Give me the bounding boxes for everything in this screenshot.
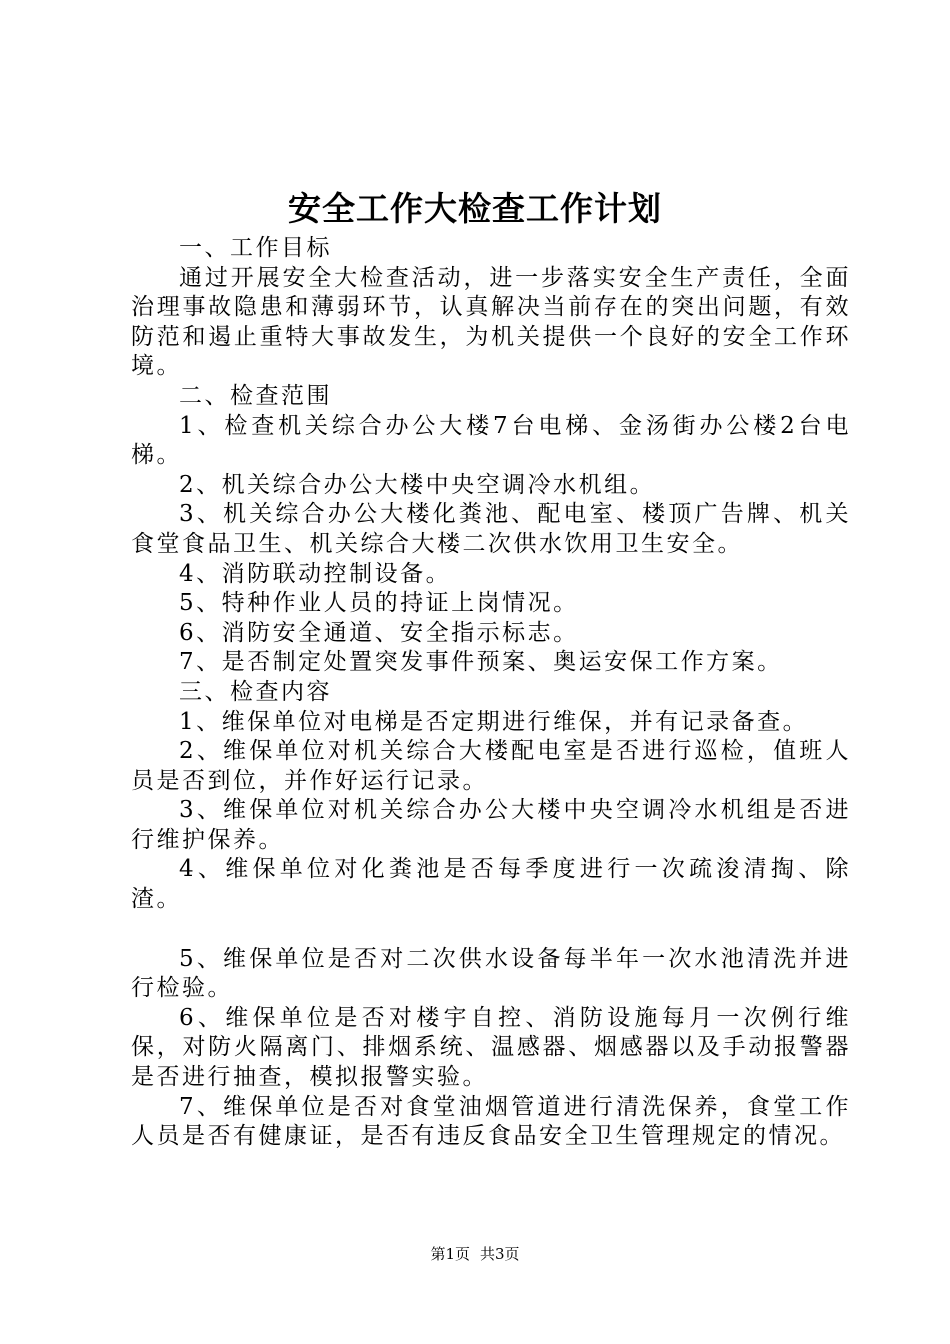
section-heading-scope: 二、检查范围 bbox=[179, 382, 332, 409]
list-item: 7、是否制定处置突发事件预案、奥运安保工作方案。 bbox=[179, 649, 783, 676]
section-heading-content: 三、检查内容 bbox=[179, 678, 332, 705]
document-body bbox=[131, 234, 851, 1152]
paragraph: 通过开展安全大检查活动，进一步落实安全生产责任，全面治理事故隐患和薄弱环节，认真解决当前存在的突出问题，有效防范和遏止重特大事故发生，为机关提供一个良好的安全工作环境。 bbox=[131, 264, 851, 380]
list-item: 2、机关综合办公大楼中央空调冷水机组。 bbox=[179, 471, 656, 498]
list-item: 3、机关综合办公大楼化粪池、配电室、楼顶广告牌、机关食堂食品卫生、机关综合大楼二次供水饮用卫生安全。 bbox=[131, 501, 851, 557]
list-item: 2、维保单位对机关综合大楼配电室是否进行巡检，值班人员是否到位，并作好运行记录。 bbox=[131, 738, 851, 794]
list-item: 1、维保单位对电梯是否定期进行维保，并有记录备查。 bbox=[179, 708, 809, 735]
list-item: 7、维保单位是否对食堂油烟管道进行清洗保养，食堂工作人员是否有健康证，是否有违反食品安全卫生管理规定的情况。 bbox=[131, 1093, 851, 1150]
section-heading-goal: 一、工作目标 bbox=[179, 235, 332, 261]
page-footer bbox=[0, 1244, 950, 1264]
page-number: 第1页 bbox=[430, 1245, 470, 1263]
list-item: 6、消防安全通道、安全指示标志。 bbox=[179, 619, 579, 646]
list-item: 4、维保单位对化粪池是否每季度进行一次疏浚清掏、除渣。 bbox=[131, 856, 851, 913]
list-item: 4、消防联动控制设备。 bbox=[179, 560, 452, 587]
list-item: 6、维保单位是否对楼宇自控、消防设施每月一次例行维保，对防火隔离门、排烟系统、温感器、烟感器以及手动报警器是否进行抽查，模拟报警实验。 bbox=[131, 1004, 851, 1091]
list-item: 3、维保单位对机关综合办公大楼中央空调冷水机组是否进行维护保养。 bbox=[131, 797, 851, 853]
list-item: 5、特种作业人员的持证上岗情况。 bbox=[179, 590, 579, 617]
document-title: 安全工作大检查工作计划 bbox=[288, 189, 662, 228]
list-item: 1、检查机关综合办公大楼7台电梯、金汤街办公楼2台电梯。 bbox=[131, 412, 851, 469]
list-item: 5、维保单位是否对二次供水设备每半年一次水池清洗并进行检验。 bbox=[131, 945, 851, 1002]
page-total: 共3页 bbox=[480, 1245, 520, 1263]
